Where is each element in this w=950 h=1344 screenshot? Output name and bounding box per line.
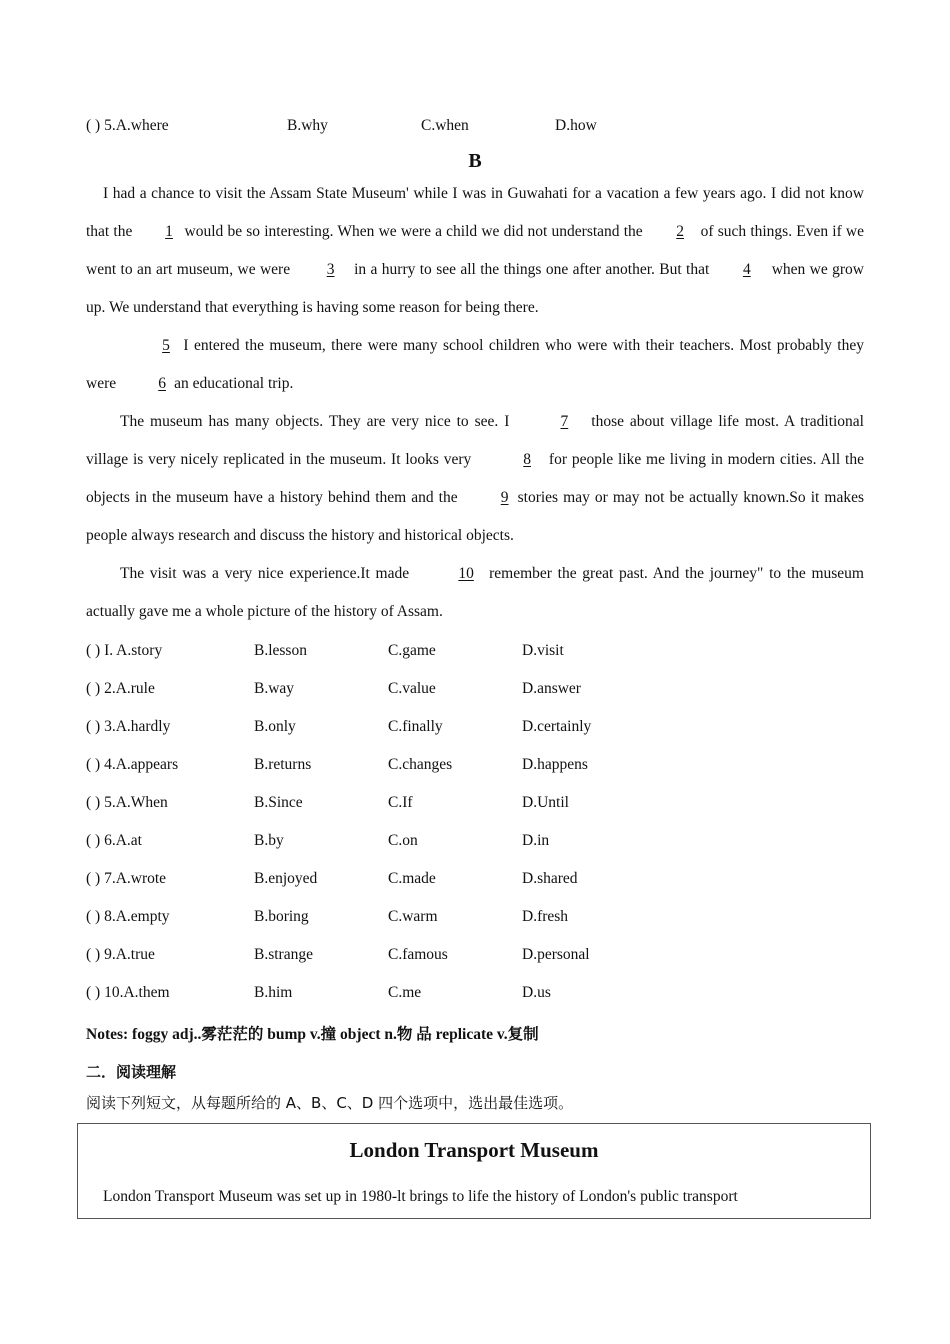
paragraph-2 [86, 327, 864, 403]
option-b: B.him [254, 984, 293, 1001]
option-b: B.strange [254, 946, 313, 963]
option-b: B.enjoyed [254, 870, 318, 887]
option-b: B.Since [254, 794, 303, 811]
p2-text-1: I entered the museum, there were many school children who were with their teachers. Most probably they were [86, 337, 864, 392]
article-title: London Transport Museum [349, 1138, 599, 1162]
option-number[interactable]: ( ) 5.A.When [86, 794, 168, 811]
p2-text-2: an educational trip. [174, 375, 294, 392]
option-number[interactable]: ( ) 8.A.empty [86, 908, 170, 925]
section-b-heading: B [468, 150, 482, 172]
paragraph-3 [86, 403, 864, 555]
option-c: C.value [388, 680, 436, 697]
option-b: B.only [254, 718, 296, 735]
section-two-instruction: 阅读下列短文，从每题所给的 A、B、C、D 四个选项中，选出最佳选项。 [86, 1094, 574, 1112]
p1-text-4: in a hurry to see all the things one after another. But that [354, 261, 710, 278]
cloze-passage [86, 175, 864, 631]
option-c: C.game [388, 642, 436, 659]
option-number[interactable]: ( ) 2.A.rule [86, 680, 155, 697]
p3-text-2: those about village life most. A traditional village is very nicely replicated in the museum. It looks very [86, 413, 864, 468]
option-c: C.made [388, 870, 436, 887]
paragraph-4 [86, 555, 864, 631]
option-d: D.answer [522, 680, 581, 697]
article-box [77, 1123, 871, 1219]
article-text: London Transport Museum was set up in 1980-lt brings to life the history of London's public transport [103, 1188, 738, 1205]
blank-10[interactable]: 10 [458, 565, 474, 582]
p1-text-1: I had a chance to visit the Assam State Museum' while I was in Guwahati for a vacation a few years ago. I did not know that the [86, 185, 864, 240]
option-number[interactable]: ( ) 9.A.true [86, 946, 155, 963]
option-b: B.by [254, 832, 284, 849]
option-number[interactable]: ( ) 4.A.appears [86, 756, 179, 773]
vocab-notes: Notes: foggy adj..雾茫茫的 bump v.撞 object n.物 品 replicate v.复制 [86, 1026, 539, 1043]
prev-option-b: B.why [287, 117, 328, 134]
option-number[interactable]: ( ) 3.A.hardly [86, 718, 171, 735]
p1-text-5: when we grow up. We understand that everything is having some reason for being there. [86, 261, 864, 316]
option-d: D.shared [522, 870, 578, 887]
blank-5[interactable]: 5 [162, 337, 170, 354]
option-number[interactable]: ( ) 7.A.wrote [86, 870, 167, 887]
option-d: D.visit [522, 642, 564, 659]
blank-6[interactable]: 6 [158, 375, 166, 392]
blank-4[interactable]: 4 [742, 261, 751, 278]
option-c: C.on [388, 832, 418, 849]
blank-7[interactable]: 7 [560, 413, 569, 430]
option-c: C.me [388, 984, 422, 1001]
option-b: B.lesson [254, 642, 307, 659]
option-number[interactable]: ( ) 6.A.at [86, 832, 142, 849]
section-two-heading: 二．阅读理解 [86, 1063, 177, 1081]
p1-text-3: of such things. Even if we went to an art museum, we were [86, 223, 864, 278]
p4-text-2: remember the great past. And the journey" to the museum actually gave me a whole picture of the history of Assam. [86, 565, 864, 620]
p1-text-2: would be so interesting. When we were a child we did not understand the [184, 223, 643, 240]
option-d: D.happens [522, 756, 588, 773]
option-c: C.changes [388, 756, 453, 773]
option-d: D.in [522, 832, 550, 849]
option-b: B.way [254, 680, 295, 697]
option-d: D.fresh [522, 908, 569, 925]
option-d: D.Until [522, 794, 569, 811]
p3-text-4: stories may or may not be actually known.So it makes people always research and discuss the history and historical objects. [86, 489, 864, 544]
blank-3[interactable]: 3 [326, 261, 335, 278]
prev-option-d: D.how [555, 117, 597, 134]
option-d: D.personal [522, 946, 590, 963]
option-d: D.us [522, 984, 551, 1001]
option-c: C.famous [388, 946, 448, 963]
paragraph-1 [86, 175, 864, 327]
blank-2[interactable]: 2 [676, 223, 685, 240]
option-number[interactable]: ( ) I. A.story [86, 642, 163, 659]
option-b: B.returns [254, 756, 312, 773]
option-c: C.warm [388, 908, 438, 925]
p4-text-1: The visit was a very nice experience.It made [120, 565, 410, 582]
p3-text-3: for people like me living in modern cities. All the objects in the museum have a history behind them and the [86, 451, 864, 506]
option-d: D.certainly [522, 718, 592, 735]
blank-8[interactable]: 8 [523, 451, 531, 468]
p3-text-1: The museum has many objects. They are very nice to see. I [120, 413, 510, 430]
prev-question-number: ( ) 5.A.where [86, 117, 169, 134]
option-number[interactable]: ( ) 10.A.them [86, 984, 170, 1001]
blank-9[interactable]: 9 [500, 489, 509, 506]
prev-option-c: C.when [421, 117, 469, 134]
option-c: C.If [388, 794, 413, 811]
option-c: C.finally [388, 718, 443, 735]
option-b: B.boring [254, 908, 309, 925]
blank-1[interactable]: 1 [165, 223, 173, 240]
